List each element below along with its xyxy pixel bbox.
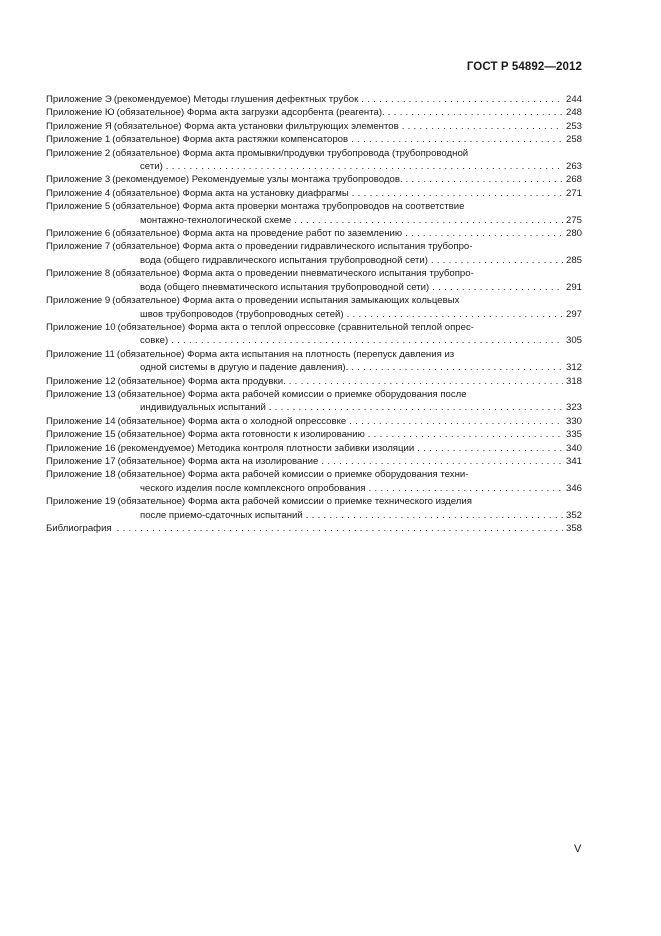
toc-entry [46,321,582,348]
toc-entry-line [46,187,582,200]
toc-entry-prefix: Приложение 1 [46,134,111,146]
toc-entry-title: (рекомендуемое) Методика контроля плотности забивки изоляции [117,442,415,454]
toc-dot-leader [294,214,563,227]
toc-entry-line [46,120,582,133]
toc-entry-line [46,106,582,119]
toc-page-number: 271 [565,187,582,199]
toc-dot-leader [431,254,563,267]
toc-entry-prefix: Приложение 5 [46,201,111,213]
toc-page-number: 318 [565,375,582,387]
toc-entry-line [46,428,582,441]
toc-entry-prefix: Приложение 14 [46,415,116,427]
toc-dot-leader [417,442,563,455]
toc-entry-prefix: Приложение Ю [46,107,115,119]
toc-page-number: 312 [565,362,582,374]
toc-entry-continuation [46,281,582,294]
toc-dot-leader [368,428,563,441]
toc-dot-leader [321,455,563,468]
toc-dot-leader [117,522,563,535]
toc-entry-line [46,227,582,240]
toc-entry [46,267,582,294]
toc-entry-line [46,240,582,253]
toc-entry-title: (обязательное) Форма акта на проведение работ по заземлению [112,228,403,240]
toc-entry-continuation [46,214,582,227]
toc-entry-continuation [46,334,582,347]
toc-entry [46,522,582,535]
toc-entry-line [46,200,582,213]
toc-entry [46,428,582,441]
toc-entry-prefix: Приложение Я [46,120,112,132]
toc-entry-title: (обязательное) Форма акта загрузки адсорбента (реагента). [116,107,385,119]
toc-entry-title: индивидуальных испытаний [140,402,266,414]
toc-entry [46,187,582,200]
toc-entry-prefix: Приложение 7 [46,241,111,253]
toc-entry [46,415,582,428]
toc-entry-prefix: Приложение 18 [46,469,116,481]
toc-entry-prefix: Приложение 8 [46,268,111,280]
toc-entry-prefix: Приложение 13 [46,388,116,400]
toc-entry-prefix: Приложение 9 [46,295,111,307]
toc-dot-leader [171,334,563,347]
toc-dot-leader [166,160,563,173]
toc-entry [46,120,582,133]
toc-dot-leader [347,308,563,321]
toc-entry [46,93,582,106]
toc-entry-title: (обязательное) Форма акта проверки монтажа трубопроводов на соответствие [112,201,465,213]
toc-dot-leader [289,375,563,388]
toc-dot-leader [351,361,563,374]
toc-entry-line [46,495,582,508]
toc-entry-prefix: Приложение 15 [46,429,116,441]
toc-dot-leader [269,401,563,414]
toc-entry-line [46,468,582,481]
toc-entry [46,375,582,388]
toc-page-number: 340 [565,442,582,454]
toc-entry-prefix: Приложение 19 [46,496,116,508]
toc-entry-prefix: Приложение 16 [46,442,116,454]
toc-entry-line [46,348,582,361]
toc-page-number: 341 [565,455,582,467]
toc-entry-title: сети) [140,161,163,173]
toc-entry-title: (обязательное) Форма акта о проведении испытания замыкающих кольцевых [112,295,460,307]
toc-entry-line [46,93,582,106]
toc-entry-title: (рекомендуемое) Методы глушения дефектных трубок [113,94,359,105]
toc-entry-title: одной системы в другую и падение давления). [140,362,349,374]
toc-entry-title: вода (общего пневматического испытания трубопроводной сети) [140,281,430,293]
toc-entry-prefix: Приложение 4 [46,187,111,199]
toc-entry-line [46,522,582,535]
toc-entry [46,455,582,468]
toc-entry-continuation [46,482,582,495]
toc-entry-title: после приемо-сдаточных испытаний [140,509,303,521]
toc-entry-title: (обязательное) Форма акта готовности к изолированию [117,429,365,441]
toc-entry-prefix: Приложение 11 [46,348,115,360]
toc-entry [46,147,582,174]
toc-page-number: 352 [565,509,582,521]
toc-entry-title: (обязательное) Форма акта рабочей комиссии о приемке оборудования техни- [117,469,469,481]
toc-page-number: 280 [565,228,582,240]
toc-entry-title: (обязательное) Форма акта растяжки компенсаторов [112,134,349,146]
toc-entry-continuation [46,160,582,173]
toc-page-number: 253 [565,120,582,132]
toc-entry [46,388,582,415]
toc-entry-title: (обязательное) Форма акта о проведении гидравлического испытания трубопро- [112,241,473,253]
toc-entry-prefix: Приложение 17 [46,455,116,467]
toc-entry-title: (обязательное) Форма акта о проведении пневматического испытания трубопро- [112,268,474,280]
toc-entry-title: (обязательное) Форма акта рабочей комиссии о приемке технического изделия [117,496,472,508]
toc-page-number: 291 [565,281,582,293]
toc-entry-line [46,267,582,280]
toc-dot-leader [349,415,563,428]
toc-entry-title: (обязательное) Форма акта на установку диафрагмы [112,187,349,199]
toc-page-number: 305 [565,335,582,347]
toc-page-number: 323 [565,402,582,414]
toc-dot-leader [406,173,563,186]
toc-entry-line [46,375,582,388]
toc-page-number: 358 [565,523,582,534]
toc-entry-line [46,147,582,160]
toc-dot-leader [352,187,563,200]
toc-dot-leader [361,93,563,106]
toc-dot-leader [351,133,563,146]
toc-entry-title: (обязательное) Форма акта о теплой опрессовке (сравнительной теплой опрес- [117,321,474,333]
toc-entry [46,173,582,186]
toc-entry-prefix: Приложение 2 [46,147,111,159]
toc-dot-leader [369,482,563,495]
toc-entry-continuation [46,254,582,267]
toc-page-number: 346 [565,482,582,494]
toc-entry-prefix: Приложение 12 [46,375,116,387]
toc-entry-title: (рекомендуемое) Рекомендуемые узлы монтажа трубопроводов. [112,174,403,186]
toc-page-number: 268 [565,174,582,186]
toc-entry-title: (обязательное) Форма акта о холодной опрессовке [117,415,347,427]
toc-entry [46,227,582,240]
toc-entry [46,468,582,495]
toc-dot-leader [388,106,563,119]
toc-entry [46,200,582,227]
toc-entry-title: совке) [140,335,169,347]
toc-entry-prefix: Приложение Э [46,94,112,105]
toc-entry [46,294,582,321]
toc-entry-title: (обязательное) Форма акта на изолирование [117,455,319,467]
toc-entry-line [46,294,582,307]
toc-page-number: 275 [565,214,582,226]
toc-entry [46,133,582,146]
toc-entry-title: вода (общего гидравлического испытания трубопроводной сети) [140,254,428,266]
toc-entry-title: (обязательное) Форма акта рабочей комиссии о приемке оборудования после [117,388,467,400]
toc-entry-line [46,173,582,186]
toc-entry [46,348,582,375]
toc-entry-line [46,388,582,401]
toc-entry [46,106,582,119]
toc-page-number: 297 [565,308,582,320]
toc-entry-title: (обязательное) Форма акта установки фильтрующих элементов [113,120,399,132]
toc-dot-leader [432,281,563,294]
toc-page-number: 335 [565,429,582,441]
toc-entry-title: ческого изделия после комплексного опробования [140,482,366,494]
toc-dot-leader [402,120,563,133]
toc-page-number: 285 [565,254,582,266]
toc-entry-prefix: Библиография [46,523,112,534]
toc-entry-continuation [46,401,582,414]
page-number: V [574,843,582,855]
toc-entry [46,495,582,522]
toc-entry-continuation [46,308,582,321]
toc-entry-line [46,455,582,468]
toc-entry-continuation [46,509,582,522]
toc-entry-title: (обязательное) Форма акта промывки/продувки трубопровода (трубопроводной [112,147,469,159]
toc-entry [46,240,582,267]
toc-entry-title: (обязательное) Форма акта испытания на плотность (перепуск давления из [116,348,455,360]
toc-entry-prefix: Приложение 3 [46,174,111,186]
toc-page-number: 330 [565,415,582,427]
toc-dot-leader [306,509,563,522]
toc-dot-leader [405,227,563,240]
toc-page-number: 248 [565,107,582,119]
toc-entry [46,442,582,455]
toc-page-number: 244 [565,94,582,105]
toc-entry-title: (обязательное) Форма акта продувки. [117,375,286,387]
toc-entry-line [46,321,582,334]
document-header: ГОСТ Р 54892—2012 [466,61,582,73]
toc-entry-title: монтажно-технологической схеме [140,214,292,226]
toc-entry-title: швов трубопроводов (трубопроводных сетей) [140,308,344,320]
toc-page-number: 258 [565,134,582,146]
toc-entry-continuation [46,361,582,374]
toc-entry-prefix: Приложение 6 [46,228,111,240]
toc-page-number: 263 [565,161,582,173]
toc-entry-line [46,415,582,428]
toc-entry-prefix: Приложение 10 [46,321,116,333]
toc-entry-line [46,133,582,146]
table-of-contents [46,93,582,535]
toc-entry-line [46,442,582,455]
